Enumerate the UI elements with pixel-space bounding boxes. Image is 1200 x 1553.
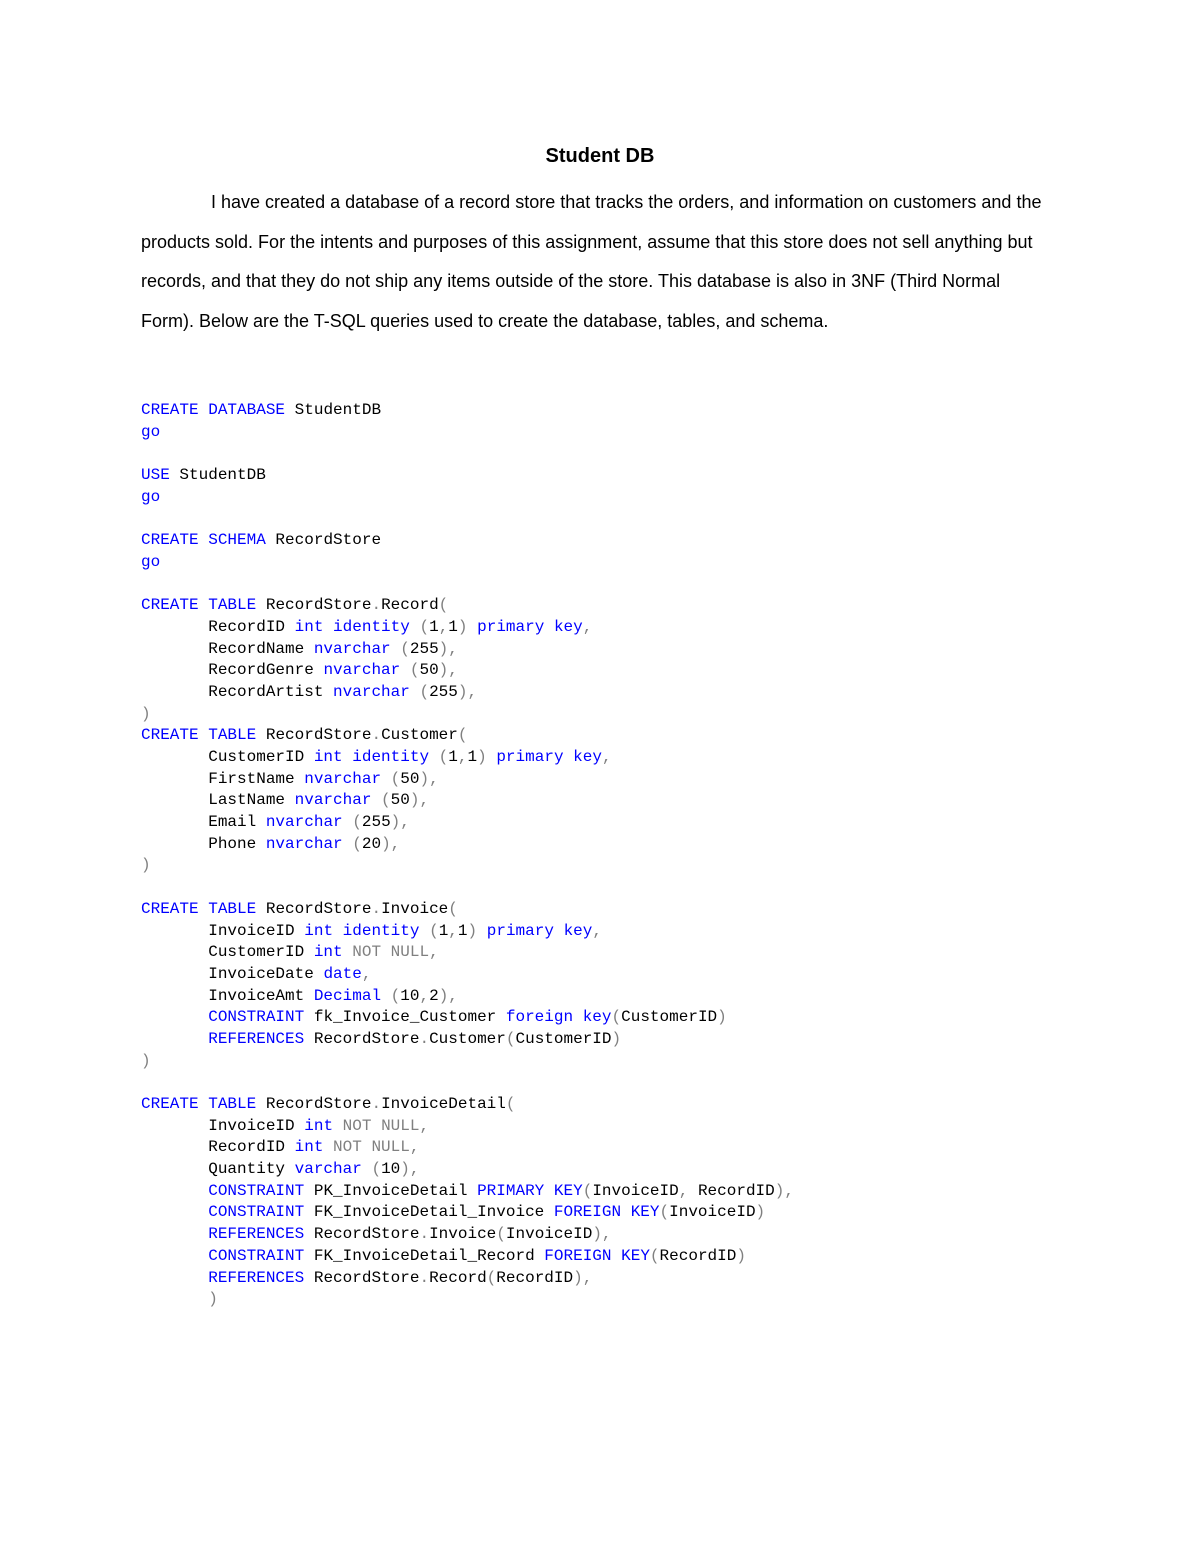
code-token-punct: ( — [419, 617, 430, 636]
code-token-id: Customer — [381, 726, 458, 745]
code-token-kw: varchar — [294, 1160, 362, 1179]
code-token-punct: ) — [477, 748, 487, 766]
code-token-id — [141, 1182, 208, 1200]
code-token-punct: . — [371, 596, 382, 615]
code-token-id — [199, 900, 209, 918]
code-token-id: FK_InvoiceDetail_Invoice — [304, 1203, 554, 1222]
code-token-kw: int — [313, 943, 343, 962]
code-token-id — [323, 1138, 333, 1156]
code-token-punct: ( — [505, 1095, 516, 1113]
code-token-id — [362, 1160, 372, 1178]
code-token-punct: ), — [457, 682, 478, 701]
code-token-id — [487, 748, 497, 766]
code-line — [141, 552, 1141, 574]
code-token-kw: FOREIGN — [553, 1203, 622, 1222]
code-token-kw: date — [323, 964, 362, 983]
code-token-kw: nvarchar — [323, 661, 401, 680]
code-token-kw: nvarchar — [304, 769, 382, 788]
code-token-punct: ), — [592, 1225, 612, 1244]
code-token-kw: TABLE — [208, 899, 257, 918]
code-line — [141, 530, 1141, 552]
code-token-id: RecordID — [697, 1181, 775, 1200]
code-token-id — [343, 748, 353, 766]
code-line — [141, 1224, 1141, 1246]
code-token-id: Phone — [141, 834, 266, 853]
code-token-id — [381, 987, 391, 1005]
code-token-null: NOT NULL — [342, 1116, 420, 1135]
code-token-kw: Decimal — [313, 986, 382, 1005]
code-line — [141, 1289, 1141, 1311]
code-token-kw: primary — [477, 617, 545, 636]
code-line — [141, 1246, 1141, 1268]
code-token-punct: ), — [438, 661, 458, 680]
code-token-kw: key — [553, 617, 583, 636]
code-token-id: Customer — [429, 1029, 506, 1048]
code-token-null: NOT NULL — [352, 943, 430, 962]
code-token-kw: int — [294, 617, 324, 636]
code-token-punct: ( — [505, 1029, 516, 1048]
code-token-id: Record — [381, 596, 439, 615]
code-token-punct: ( — [611, 1008, 622, 1027]
code-token-id — [343, 943, 353, 961]
code-token-kw: SCHEMA — [208, 531, 266, 550]
code-token-id — [199, 531, 209, 549]
code-token-id — [199, 1095, 209, 1113]
code-token-id: fk_Invoice_Customer — [304, 1008, 506, 1027]
code-token-punct: . — [371, 726, 382, 745]
code-token-punct: , — [678, 1181, 698, 1200]
code-token-punct: ) — [611, 1029, 622, 1048]
code-token-kw: CONSTRAINT — [208, 1181, 305, 1200]
code-token-id: 1 — [429, 617, 439, 636]
code-token-id: RecordGenre — [141, 661, 324, 680]
code-line — [141, 595, 1141, 617]
code-token-id — [343, 813, 353, 831]
code-token-punct: . — [371, 1095, 382, 1113]
code-token-kw: PRIMARY — [477, 1181, 545, 1200]
code-token-kw: CONSTRAINT — [208, 1008, 305, 1027]
code-token-id — [323, 618, 333, 636]
code-token-id: InvoiceID — [141, 1116, 305, 1135]
code-token-kw: CREATE — [141, 726, 199, 745]
code-token-kw: identity — [352, 748, 430, 766]
code-token-id: RecordID — [141, 617, 295, 636]
code-token-id: StudentDB — [285, 401, 382, 419]
code-token-kw: primary — [496, 748, 564, 766]
code-token-kw: USE — [141, 466, 170, 485]
code-line — [141, 574, 1141, 596]
code-token-id — [419, 922, 429, 940]
code-token-kw: KEY — [621, 1246, 650, 1265]
code-token-id: RecordStore — [304, 1225, 420, 1244]
code-token-id: 20 — [361, 834, 382, 853]
code-token-id: 10 — [381, 1160, 401, 1179]
code-token-kw: int — [294, 1138, 324, 1157]
code-token-punct: ), — [390, 813, 410, 832]
code-token-punct: ) — [141, 1051, 151, 1070]
code-line — [141, 617, 1141, 639]
code-token-punct: ( — [381, 791, 391, 810]
code-token-punct: . — [371, 899, 382, 918]
code-token-id: 1 — [448, 617, 458, 636]
code-token-id — [400, 661, 410, 679]
code-token-id — [612, 1247, 622, 1265]
code-token-punct: ) — [755, 1203, 766, 1222]
code-token-kw: REFERENCES — [208, 1268, 305, 1287]
code-line — [141, 400, 1141, 422]
code-token-id — [141, 1008, 208, 1026]
code-token-punct: . — [419, 1268, 430, 1287]
code-line — [141, 639, 1141, 661]
code-token-punct: ( — [582, 1181, 593, 1200]
code-token-punct: ( — [429, 921, 439, 940]
code-token-id: InvoiceID — [505, 1225, 593, 1244]
code-line — [141, 964, 1141, 986]
code-line — [141, 508, 1141, 530]
code-token-id: RecordStore — [304, 1268, 420, 1287]
code-line — [141, 1094, 1141, 1116]
code-token-id — [573, 1008, 583, 1026]
code-token-punct: ( — [438, 748, 449, 766]
code-token-punct: ( — [352, 813, 362, 832]
code-token-punct: , — [448, 921, 458, 940]
code-line — [141, 1181, 1141, 1203]
code-token-kw: key — [563, 921, 593, 940]
code-token-kw: REFERENCES — [208, 1225, 305, 1244]
code-token-id: RecordStore — [256, 726, 372, 745]
code-token-punct: ), — [381, 834, 401, 853]
code-token-punct: , — [601, 748, 612, 766]
code-token-kw: nvarchar — [294, 791, 372, 810]
code-token-punct: , — [419, 1116, 430, 1135]
code-token-punct: ( — [496, 1225, 506, 1244]
code-token-id: 1 — [448, 748, 458, 766]
code-line — [141, 812, 1141, 834]
code-token-id — [333, 922, 343, 940]
code-token-id — [333, 1117, 343, 1135]
code-token-kw: DATABASE — [208, 401, 286, 419]
code-token-id: Quantity — [141, 1160, 295, 1179]
code-token-id — [564, 748, 574, 766]
code-token-punct: , — [438, 617, 449, 636]
code-token-kw: go — [141, 422, 161, 441]
code-token-id: InvoiceID — [669, 1203, 756, 1222]
code-token-punct: ) — [736, 1246, 746, 1265]
code-token-kw: identity — [333, 617, 410, 636]
code-token-punct: ( — [448, 899, 458, 918]
code-token-id — [621, 1203, 631, 1221]
sql-code-block — [141, 400, 1141, 1311]
code-token-kw: TABLE — [208, 726, 257, 745]
code-token-punct: ( — [457, 726, 468, 745]
code-token-id — [544, 618, 554, 636]
code-token-id: RecordStore — [256, 899, 372, 918]
code-token-kw: FOREIGN — [544, 1246, 612, 1265]
code-token-id: 2 — [429, 986, 439, 1005]
code-token-kw: int — [304, 921, 334, 940]
code-token-kw: go — [141, 552, 161, 571]
code-token-id — [141, 1225, 208, 1243]
code-token-id: LastName — [141, 791, 295, 810]
code-token-id — [477, 922, 487, 940]
code-token-id: 255 — [361, 813, 391, 832]
code-line — [141, 747, 1141, 769]
code-token-id: RecordStore — [304, 1029, 420, 1048]
code-token-id — [141, 1290, 208, 1308]
code-token-punct: ) — [141, 856, 151, 875]
code-line — [141, 422, 1141, 444]
intro-paragraph: I have created a database of a record store that tracks the orders, and information on customers and the products sold. For the intents and purposes of this assignment, assume that this store does not sell anything but records, and that they do not ship any items outside of the store. This database is also in 3NF (Third Normal Form). Below are the T-SQL queries used to create the database, tables, and schema. — [141, 192, 1042, 331]
code-line — [141, 487, 1141, 509]
code-token-kw: nvarchar — [313, 639, 391, 658]
code-token-kw: primary — [486, 921, 554, 940]
code-line — [141, 1029, 1141, 1051]
code-token-id: 50 — [390, 791, 410, 810]
code-line — [141, 986, 1141, 1008]
code-token-id: FK_InvoiceDetail_Record — [304, 1246, 545, 1265]
code-token-id — [199, 726, 209, 744]
code-token-id — [381, 770, 391, 788]
code-token-kw: int — [304, 1116, 334, 1135]
code-line — [141, 1202, 1141, 1224]
code-line — [141, 1051, 1141, 1073]
code-token-id: RecordStore — [265, 531, 382, 550]
code-token-id: InvoiceID — [592, 1181, 679, 1200]
code-token-kw: key — [582, 1008, 612, 1027]
code-token-punct: ( — [390, 986, 401, 1005]
code-token-id: RecordArtist — [141, 682, 334, 701]
code-token-id: 1 — [457, 921, 468, 940]
code-token-punct: . — [419, 1225, 430, 1244]
code-token-id — [141, 1269, 208, 1287]
code-token-id — [199, 596, 209, 614]
code-token-punct: , — [582, 617, 593, 636]
code-token-id — [554, 922, 564, 940]
code-token-punct: , — [409, 1138, 420, 1157]
code-token-id: RecordID — [496, 1268, 574, 1287]
code-token-punct: ) — [141, 704, 151, 723]
code-token-punct: ) — [717, 1008, 727, 1027]
code-token-kw: TABLE — [208, 1095, 257, 1113]
code-token-id: 1 — [438, 921, 449, 940]
code-token-id: CustomerID — [141, 943, 314, 962]
code-token-id — [343, 835, 353, 853]
code-token-id: InvoiceAmt — [141, 986, 314, 1005]
code-token-punct: ( — [371, 1160, 382, 1179]
code-token-punct: . — [419, 1029, 430, 1048]
code-line — [141, 855, 1141, 877]
code-token-punct: ), — [573, 1268, 593, 1287]
code-token-kw: CREATE — [141, 401, 199, 419]
code-line — [141, 769, 1141, 791]
code-token-punct: ), — [400, 1160, 420, 1179]
code-token-punct: , — [592, 921, 602, 940]
code-token-id: RecordID — [659, 1246, 737, 1265]
code-token-punct: ), — [774, 1181, 794, 1200]
code-token-punct: ( — [352, 834, 362, 853]
code-token-id: Invoice — [381, 899, 449, 918]
code-token-punct: ), — [438, 986, 458, 1005]
code-token-kw: identity — [342, 921, 420, 940]
code-token-punct: , — [361, 964, 372, 983]
code-token-kw: CONSTRAINT — [208, 1203, 305, 1222]
code-token-id: CustomerID — [515, 1029, 612, 1048]
code-token-punct: ( — [390, 769, 401, 788]
code-token-id: 255 — [429, 682, 458, 701]
code-token-punct: ( — [438, 596, 449, 615]
code-token-punct: ( — [409, 661, 420, 680]
code-token-kw: go — [141, 487, 161, 506]
code-token-kw: CONSTRAINT — [208, 1246, 305, 1265]
code-token-id: 50 — [400, 769, 420, 788]
code-line — [141, 921, 1141, 943]
code-line — [141, 1007, 1141, 1029]
code-token-punct: ) — [457, 617, 468, 636]
code-token-id: StudentDB — [169, 466, 266, 485]
code-token-kw: CREATE — [141, 1095, 199, 1113]
code-line — [141, 790, 1141, 812]
code-token-kw: nvarchar — [333, 682, 410, 701]
code-token-kw: foreign — [505, 1008, 574, 1027]
code-token-punct: ), — [409, 791, 430, 810]
code-line — [141, 942, 1141, 964]
code-line — [141, 465, 1141, 487]
code-token-id: Email — [141, 813, 266, 832]
code-token-id: RecordName — [141, 639, 314, 658]
code-token-kw: KEY — [630, 1203, 660, 1222]
code-token-kw: KEY — [553, 1181, 583, 1200]
code-token-kw: REFERENCES — [208, 1029, 305, 1048]
code-token-punct: ( — [400, 639, 410, 658]
code-token-id — [468, 618, 478, 636]
code-token-id — [199, 401, 209, 419]
code-token-id: Invoice — [429, 1225, 497, 1244]
code-token-kw: key — [573, 748, 602, 766]
code-token-id: InvoiceDetail — [381, 1095, 506, 1113]
code-token-id — [141, 1203, 208, 1221]
code-token-null: NOT NULL — [333, 1138, 410, 1157]
code-token-kw: nvarchar — [265, 834, 343, 853]
code-token-id — [141, 1247, 208, 1265]
code-token-id: Record — [429, 1268, 487, 1287]
code-token-punct: ) — [467, 921, 478, 940]
code-token-punct: , — [419, 986, 430, 1005]
code-line — [141, 704, 1141, 726]
code-token-kw: TABLE — [208, 596, 257, 615]
code-token-id: InvoiceID — [141, 921, 305, 940]
code-line — [141, 443, 1141, 465]
code-line — [141, 1159, 1141, 1181]
code-token-id: 10 — [400, 986, 420, 1005]
code-token-punct: ( — [649, 1246, 660, 1265]
code-token-id — [429, 748, 439, 766]
code-token-punct: , — [429, 943, 439, 962]
code-token-id — [391, 640, 401, 658]
code-token-punct: ) — [208, 1290, 218, 1309]
code-line — [141, 1116, 1141, 1138]
code-token-kw: nvarchar — [265, 813, 343, 832]
code-line — [141, 834, 1141, 856]
code-token-kw: CREATE — [141, 531, 199, 550]
code-token-id — [544, 1182, 554, 1200]
code-token-id: 50 — [419, 661, 439, 680]
code-line — [141, 660, 1141, 682]
code-line — [141, 877, 1141, 899]
code-token-id — [410, 683, 420, 701]
code-token-punct: ), — [438, 639, 458, 658]
code-token-punct: ), — [419, 769, 439, 788]
code-token-punct: ( — [486, 1268, 497, 1287]
code-token-id: FirstName — [141, 769, 305, 788]
code-token-id: 1 — [467, 748, 478, 766]
code-token-kw: CREATE — [141, 596, 199, 615]
code-token-id: CustomerID — [141, 748, 314, 766]
code-token-id: PK_InvoiceDetail — [304, 1181, 478, 1200]
code-line — [141, 899, 1141, 921]
code-token-id — [141, 1030, 208, 1048]
code-token-id — [371, 791, 381, 809]
code-line — [141, 725, 1141, 747]
code-token-id: RecordStore — [256, 1095, 372, 1113]
code-line — [141, 1072, 1141, 1094]
code-token-punct: ( — [419, 682, 430, 701]
code-token-kw: int — [313, 748, 343, 766]
code-token-id: CustomerID — [621, 1008, 718, 1027]
code-token-id: InvoiceDate — [141, 964, 324, 983]
code-line — [141, 1137, 1141, 1159]
code-token-kw: CREATE — [141, 899, 199, 918]
code-token-id: RecordID — [141, 1138, 295, 1157]
code-token-id: 255 — [409, 639, 439, 658]
code-token-id: RecordStore — [256, 596, 372, 615]
code-token-punct: ( — [659, 1203, 670, 1222]
document-title: Student DB — [545, 145, 655, 167]
code-line — [141, 1268, 1141, 1290]
code-token-punct: , — [457, 748, 468, 766]
code-line — [141, 682, 1141, 704]
